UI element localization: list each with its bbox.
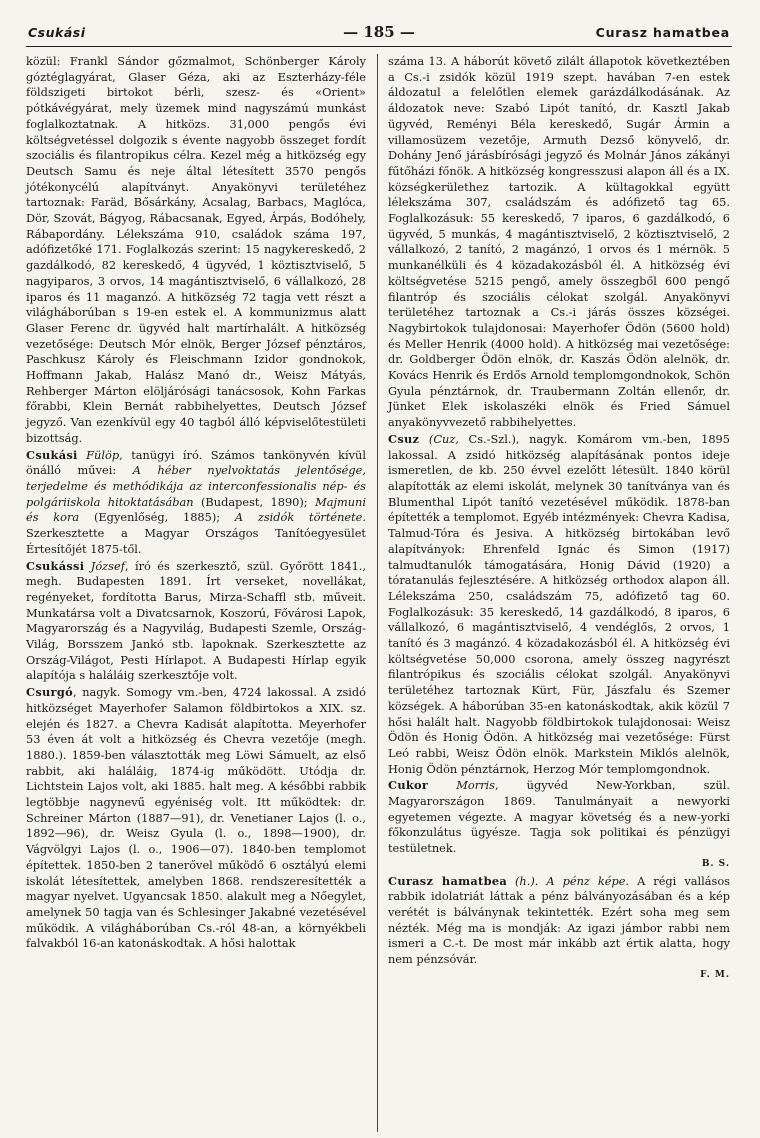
body-text: , nagyk. Somogy vm.-ben, 4724 lakossal. A zsidó hitközséget Mayerhofer Salamon földbirtokos a XIX. sz. elején és 1827. a Chevra Kadisát alapította. Meyerhofer 53 éven át volt a hitközség és Chevra vezetője (megh. 1880.). 1859-ben választották meg Löwi Sámuelt, az első rabbit, aki haláláig, 1874-ig működött. Utódja dr. Lichtstein Lajos volt, aki 1885. halt meg. A későbbi rabbik legtöbbje nagynevű egyéniség volt. Itt működtek: dr. Schreiner Márton (1887—91), dr. Venetianer Lajos (l. o., 1892—96), dr. Weisz Gyula (l. o., 1898—1900), dr. Vágvölgyi Lajos (l. o., 1906—07). 1840-ben templomot építettek. 1850-ben 2 tanerővel működő 6 osztályú elemi iskolát létesítettek, amelyben 1868. rendszeresítették a magyar nyelvet. Ugyancsak 1850. alakult meg a Nőegylet, amelynek 50 tagja van és Schlesinger Jakabné vezetésével működik. A világháborúban Cs.-ról 48-an, a környékbeli falvakból 16-an katonáskodtak. A hősi halottak bbox=[26, 685, 366, 951]
body-text: (Budapest, 1890); bbox=[193, 494, 316, 509]
entry-headword: Csukási bbox=[26, 447, 78, 462]
entry-paragraph bbox=[388, 874, 730, 984]
italic-text: (h.). A pénz képe. bbox=[506, 873, 630, 888]
italic-text: Majmuni és kora bbox=[26, 494, 366, 525]
body-text: Szerkesztette a Magyar Országos Tanítóegyesület Értesítőjét 1875-től. bbox=[26, 526, 366, 556]
entry-headword: Curasz hamatbea bbox=[388, 873, 507, 888]
body-text: , író és szerkesztő, szül. Győrött 1841., megh. Budapesten 1891. Írt verseket, novellákat, regényeket, fordította Barus, Mirza-Schaffl stb. műveit. Munkatársa volt a Divatcsarnok, Koszorú, Fővárosi Lapok, Magyarország és a Nagyvilág, Budapesti Szemle, Ország-Világ, Borsszem Jankó stb. lapoknak. Szerkesztette az Ország-Világot, Pesti Hírlapot. A Budapesti Hírlap egyik alapítója s haláláig szerkesztője volt. bbox=[26, 558, 366, 683]
author-signature: F. M. bbox=[700, 969, 730, 980]
entry-headword: Cukor bbox=[388, 778, 429, 793]
author-signature: B. S. bbox=[701, 858, 730, 869]
header-left-guideword: Csukási bbox=[28, 25, 86, 40]
italic-text: József bbox=[84, 558, 125, 573]
entry-paragraph bbox=[388, 432, 730, 777]
header-right-guideword: Curasz hamatbea bbox=[595, 25, 730, 40]
body-text: , ügyvéd New-Yorkban, szül. Magyarországon 1869. Tanulmányait a newyorki egyetemen végezte. A magyar követség és a new-yorki főkonzulátus ügyésze. Tagja sok politikai és pénzügyi testületnek. bbox=[388, 778, 730, 856]
entry-paragraph bbox=[26, 559, 366, 685]
body-text: száma 13. A háborút követő zilált állapotok következtében a Cs.-i zsidók közül 1919 szept. havában 7-en estek áldozatul a felelőtlen elemek garázdálkodásának. Az áldozatok neve: Szabó Lipót tanító, dr. Kasztl Jakab ügyvéd, Reményi Béla kereskedő, Sugár Ármin a villamosüzem vezetője, Armuth Dezső könyvelő, dr. Dohány Jenő járásbírósági jegyző és Molnár János zákányi fűtőházi főnök. A hitközség kongresszusi alapon áll és a IX. községkerülethez tartozik. A kültagokkal együtt lélekszáma 307, családszám és adófizető tag 65. Foglalkozásuk: 55 kereskedő, 7 iparos, 6 gazdálkodó, 6 ügyvéd, 5 munkás, 4 magántisztviselő, 2 köztisztviselő, 2 vállalkozó, 2 tanító, 2 magánzó, 1 orvos és 1 mérnök. 5 munkanélküli és 4 közadakozásból él. A hitközség évi költségvetése 5215 pengő, amely összegből 600 pengő filantróp és szociális célokat szolgál. Anyakönyvi területéhez tartoznak a Cs.-i járás összes községei. Nagybirtokok tulajdonosai: Mayerhofer Ödön (5600 hold) és Meller Henrik (4000 hold). A hitközség mai vezetősége: dr. Goldberger Ödön elnök, dr. Kaszás Ödön alelnök, dr. Kovács Henrik és Erdős Arnold templomgondnokok, Schön Gyula pénztárnok, dr. Traubermann Zoltán ellenőr, dr. Jünket Elek iskolaszéki elnök és Fried Sámuel anyakönyvvezető rabbihelyettes. bbox=[388, 54, 730, 430]
entry-headword: Csuz bbox=[388, 431, 420, 446]
italic-text: Fülöp bbox=[77, 447, 120, 462]
entry-paragraph bbox=[26, 448, 366, 558]
entry-headword: Csurgó bbox=[26, 685, 73, 700]
body-text: , tanügyi író. Számos tankönyvén kívül önálló művei: bbox=[26, 447, 366, 478]
page bbox=[26, 22, 732, 1122]
italic-text: (Cuz, bbox=[419, 431, 459, 446]
running-header bbox=[26, 22, 732, 47]
entry-headword: Csukássi bbox=[26, 558, 85, 573]
italic-text: A zsidók története. bbox=[234, 510, 366, 525]
right-column bbox=[388, 54, 730, 983]
column-divider bbox=[377, 54, 378, 1132]
body-text: Cs.-Szl.), nagyk. Komárom vm.-ben, 1895 lakossal. A zsidó hitközség alapításának pontos ideje ismeretlen, de kb. 250 évvel ezelőtt létesült. 1840 körül alapították az elemi iskolát, melynek 30 tanítványa van és Blumenthal Lipót tanító vezetésével működik. 1878-ban építették a templomot. Egyéb intézmények: Chevra Kadisa, Talmud-Tóra és Jesiva. A hitközség birtokában levő alapítványok: Ehrenfeld Ignác és Simon (1917) talmudtanulók támogatására, Honig Dávid (1920) a tóratanulás fejlesztésére. A hitközség orthodox alapon áll. Lélekszáma 250, családszám 75, adófizető tag 60. Foglalkozásuk: 35 kereskedő, 14 gazdálkodó, 8 iparos, 6 vállalkozó, 6 magántisztviselő, 4 vendéglős, 2 orvos, 1 tanító és 3 magánzó. 4 közadakozásból él. A hitközség évi költségvetése 50,000 csorona, amely összeg nagyrészt filantrópikus és szociális célokat szolgál. Anyakönyvi területéhez tartoznak Kürt, Für, Jászfalu és Szemer községek. A háborúban 35-en katonáskodtak, akik közül 7 hősi halált halt. Nagyobb földbirtokok tulajdonosai: Weisz Ödön és Honig Ödön. A hitközség mai vezetősége: Fürst Leó rabbi, Weisz Ödön elnök. Markstein Miklós alelnök, Honig Ödön pénztárnok, Herzog Mór templomgondnok. bbox=[388, 431, 730, 776]
body-text: közül: Frankl Sándor gőzmalmot, Schönberger Károly góztéglagyárat, Glaser Géza, aki az Eszterházy-féle földszigeti birtokot bérli, szesz- és «Orient» pótkávégyárat, mely üzemek mind nagyszámú munkást foglalkoztatnak. A hitközs. 31,000 pengős évi költségvetéssel dolgozik s évente nagyobb összeget fordít szociális és filantropikus célra. Kezel még a hitközség egy Deutsch Samu és neje által létesített 3570 pengős jótékonycélú alapítványt. Anyakönyvi területéhez tartoznak: Faräd, Bősárkány, Acsalag, Barbacs, Maglóca, Dör, Szovát, Bágyog, Rábacsanak, Egyed, Árpás, Bodóhely, Rábapordány. Lélekszáma 910, családok száma 197, adófizetőké 171. Foglalkozás szerint: 15 nagykereskedő, 2 gazdálkodó, 82 kereskedő, 4 ügyvéd, 1 köztisztviselő, 5 nagyiparos, 3 orvos, 14 magántisztviselő, 6 vállalkozó, 28 iparos és 11 maganzó. A hitközség 72 tagja vett részt a világháborúban s 19-en estek el. A kommunizmus alatt Glaser Ferenc dr. ügyvéd halt martírhalált. A hitközség vezetősége: Deutsch Mór elnök, Berger József pénztáros, Paschkusz Károly és Fleischmann Izidor gondnokok, Hoffmann Jakab, Halász Manó dr., Weisz Mátyás, Rehberger Márton elöljárósági tanácsosok, Kohn Farkas főrabbi, Klein Bernát rabbihelyettes, Deutsch József jegyző. Van ezenkívül egy 40 tagból álló képviselőtestületi bizottság. bbox=[26, 54, 366, 445]
page-number: — 185 — bbox=[343, 23, 415, 41]
entry-paragraph bbox=[388, 778, 730, 872]
entry-paragraph bbox=[26, 54, 366, 447]
text-columns bbox=[26, 54, 732, 1122]
italic-text: Morris bbox=[428, 778, 495, 793]
italic-text: A héber nyelvoktatás jelentősége, terjedelme és methódikája az interconfessionalis nép- és polgáriiskola hitoktatásában bbox=[26, 463, 366, 509]
body-text: (Egyenlőség, 1885); bbox=[79, 510, 235, 525]
entry-paragraph bbox=[388, 54, 730, 431]
body-text: A régi vallásos rabbik idolatriát láttak a pénz bálványozásában és a kép verétét is bálványnak tekintették. Ezért soha meg sem nézték. Még ma is mondják: Az igazi jámbor rabbi nem ismeri a C.-t. De most már inkább azt értik alatta, hogy nem pénzsóvár. bbox=[388, 873, 730, 967]
entry-paragraph bbox=[26, 685, 366, 952]
left-column bbox=[26, 54, 366, 952]
